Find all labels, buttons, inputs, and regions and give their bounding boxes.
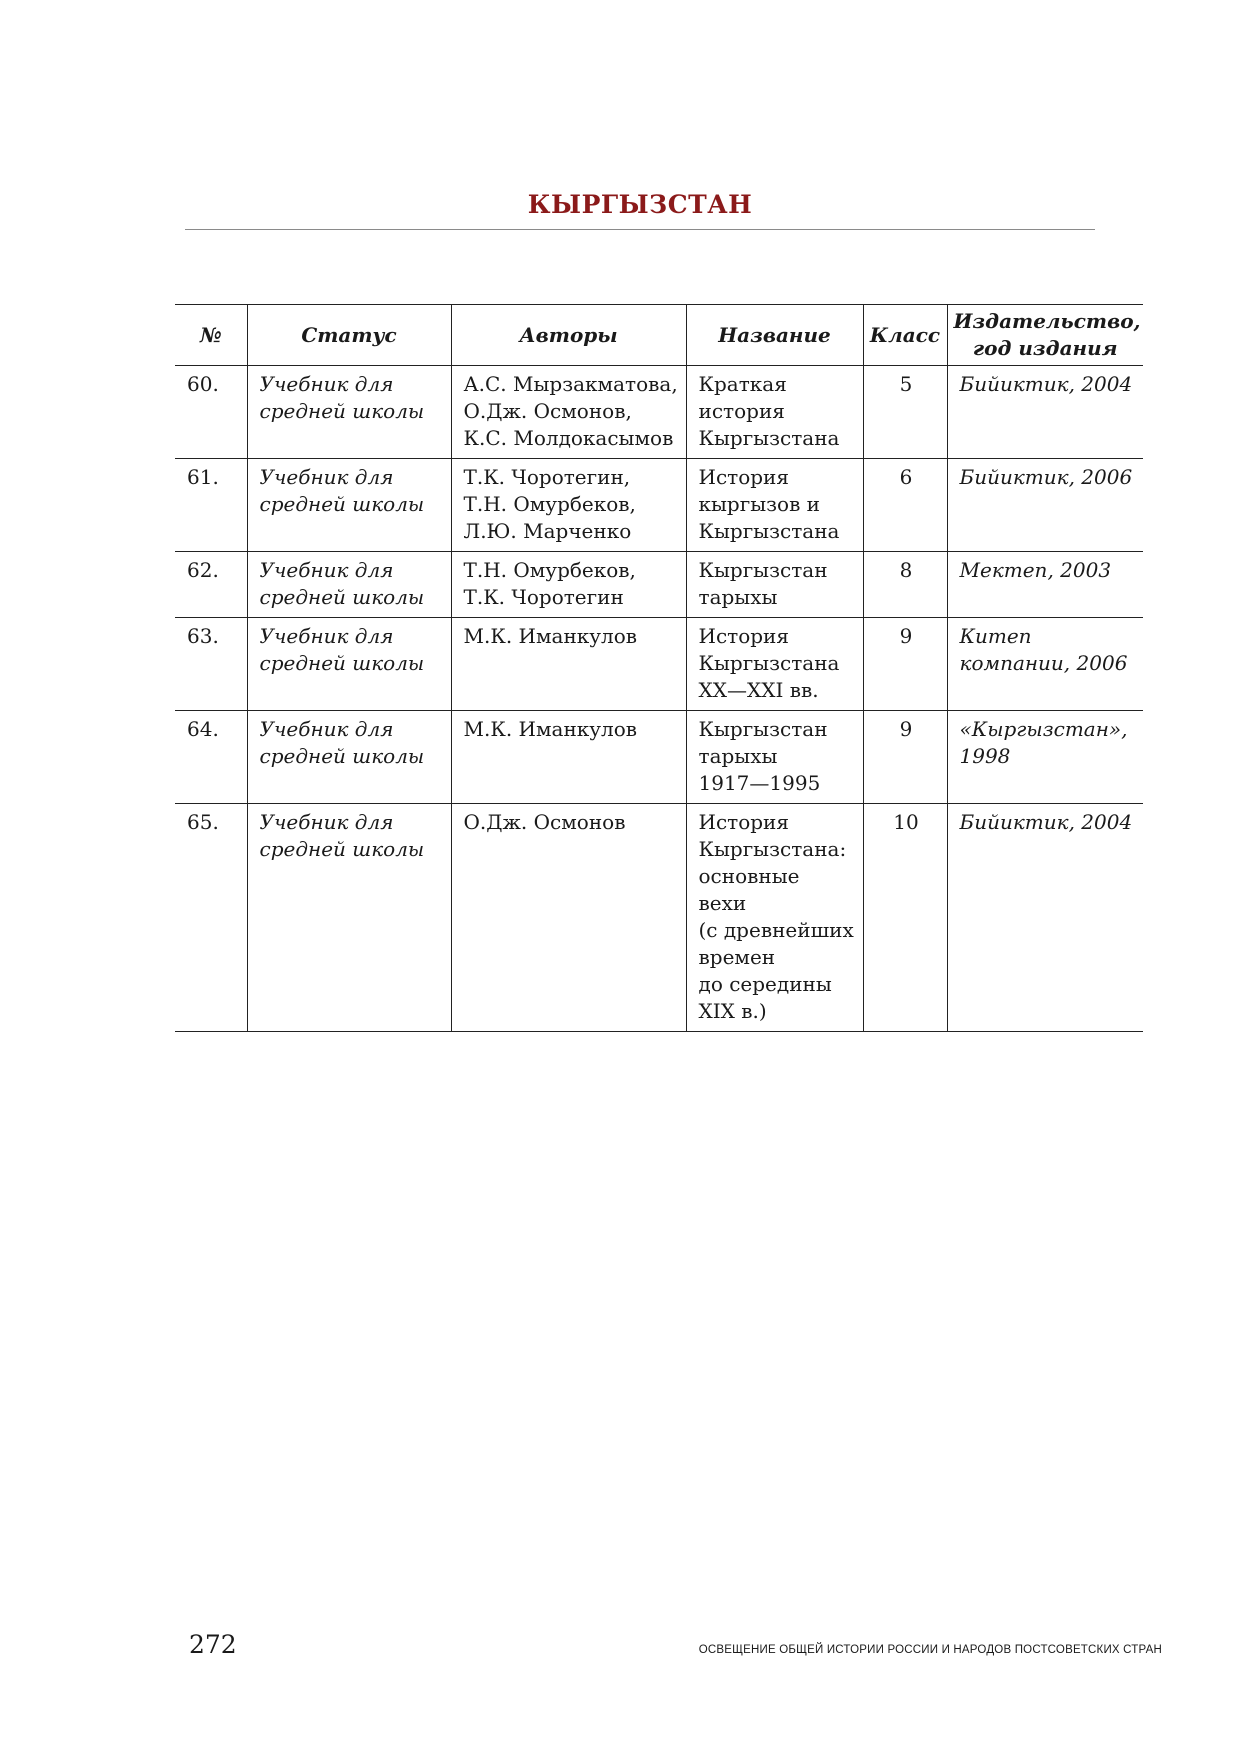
header-num: № [175,305,247,366]
cell-title-line: Кыргызстана [698,651,840,675]
cell-status [247,711,451,804]
cell-authors-line: А.С. Мырзакматова, [463,372,678,396]
cell-num: 60. [175,366,247,459]
cell-title-line: времен [698,945,776,969]
cell-title-line: Краткая [698,372,787,396]
cell-status [247,366,451,459]
cell-title-line: XX—XXI вв. [698,678,819,702]
cell-publisher [947,711,1143,804]
table-row [175,804,1143,1032]
cell-title-line: История [698,624,789,648]
cell-status-line: Учебник для [259,624,394,648]
cell-status-line: Учебник для [259,558,394,582]
header-publisher-line: Издательство, [953,309,1141,333]
cell-title-line: Кыргызстан [698,717,828,741]
cell-status [247,459,451,552]
table-body [175,366,1143,1032]
cell-authors-line: Т.Н. Омурбеков, [463,492,636,516]
cell-status [247,618,451,711]
cell-grade: 9 [863,618,947,711]
cell-title-line: (с древнейших [698,918,854,942]
cell-status-line: средней школы [259,837,425,861]
cell-status-line: Учебник для [259,810,394,834]
cell-title-line: Кыргызстана [698,426,840,450]
cell-authors-line: Т.К. Чоротегин, [463,465,631,489]
running-footer-title: ОСВЕЩЕНИЕ ОБЩЕЙ ИСТОРИИ РОССИИ И НАРОДОВ ПОСТСОВЕТСКИХ СТРАН [698,1644,1162,1656]
table-row [175,552,1143,618]
cell-status [247,552,451,618]
table-row [175,618,1143,711]
cell-title-line: основные [698,864,800,888]
cell-num: 63. [175,618,247,711]
cell-title [686,552,863,618]
table-row [175,711,1143,804]
cell-num: 64. [175,711,247,804]
cell-authors [451,804,686,1032]
cell-publisher [947,618,1143,711]
table-header-row [175,305,1143,366]
cell-title-line: тарыхы [698,585,778,609]
cell-title-line: кыргызов и [698,492,821,516]
cell-publisher [947,804,1143,1032]
header-grade: Класс [863,305,947,366]
cell-publisher-line: Китеп [959,624,1032,648]
cell-status-line: средней школы [259,399,425,423]
cell-title-line: 1917—1995 [698,771,821,795]
cell-title-line: Кыргызстана: [698,837,847,861]
header-status: Статус [247,305,451,366]
cell-status-line: средней школы [259,585,425,609]
cell-status-line: Учебник для [259,465,394,489]
cell-authors-line: О.Дж. Осмонов, [463,399,632,423]
cell-status-line: средней школы [259,492,425,516]
cell-title-line: история [698,399,785,423]
cell-publisher [947,552,1143,618]
cell-authors-line: Т.К. Чоротегин [463,585,624,609]
cell-authors [451,366,686,459]
cell-publisher-line: Бийиктик, 2004 [959,372,1133,396]
header-title: Название [686,305,863,366]
cell-title [686,711,863,804]
textbooks-table [175,304,1143,1032]
cell-publisher-line: Бийиктик, 2004 [959,810,1133,834]
cell-status-line: Учебник для [259,372,394,396]
table-row [175,366,1143,459]
cell-authors-line: Л.Ю. Марченко [463,519,632,543]
cell-title-line: История [698,810,789,834]
cell-title [686,459,863,552]
cell-authors [451,618,686,711]
cell-status-line: Учебник для [259,717,394,741]
cell-title-line: Кыргызстана [698,519,840,543]
cell-publisher [947,366,1143,459]
cell-grade: 6 [863,459,947,552]
cell-authors [451,459,686,552]
cell-grade: 8 [863,552,947,618]
cell-publisher-line: Бийиктик, 2006 [959,465,1133,489]
cell-title-line: тарыхы [698,744,778,768]
cell-authors-line: О.Дж. Осмонов [463,810,626,834]
cell-title [686,804,863,1032]
cell-authors-line: К.С. Молдокасымов [463,426,674,450]
cell-publisher-line: компании, 2006 [959,651,1128,675]
section-title: КЫРГЫЗСТАН [527,190,753,219]
cell-title-line: История [698,465,789,489]
cell-publisher-line: Мектеп, 2003 [959,558,1112,582]
header-authors: Авторы [451,305,686,366]
cell-title-line: до середины [698,972,832,996]
cell-publisher [947,459,1143,552]
title-divider [185,229,1095,230]
cell-title-line: вехи [698,891,747,915]
cell-authors-line: М.К. Иманкулов [463,624,638,648]
cell-num: 62. [175,552,247,618]
cell-authors [451,711,686,804]
header-publisher-line: год издания [972,336,1118,360]
page-number: 272 [189,1630,237,1659]
cell-grade: 5 [863,366,947,459]
cell-authors-line: М.К. Иманкулов [463,717,638,741]
cell-num: 61. [175,459,247,552]
cell-status [247,804,451,1032]
cell-title [686,618,863,711]
cell-title-line: XIX в.) [698,999,767,1023]
cell-grade: 10 [863,804,947,1032]
cell-authors [451,552,686,618]
cell-authors-line: Т.Н. Омурбеков, [463,558,636,582]
cell-title-line: Кыргызстан [698,558,828,582]
cell-status-line: средней школы [259,744,425,768]
cell-publisher-line: 1998 [959,744,1011,768]
cell-num: 65. [175,804,247,1032]
table-row [175,459,1143,552]
header-publisher [947,305,1143,366]
cell-status-line: средней школы [259,651,425,675]
cell-title [686,366,863,459]
cell-grade: 9 [863,711,947,804]
cell-publisher-line: «Кыргызстан», [959,717,1128,741]
